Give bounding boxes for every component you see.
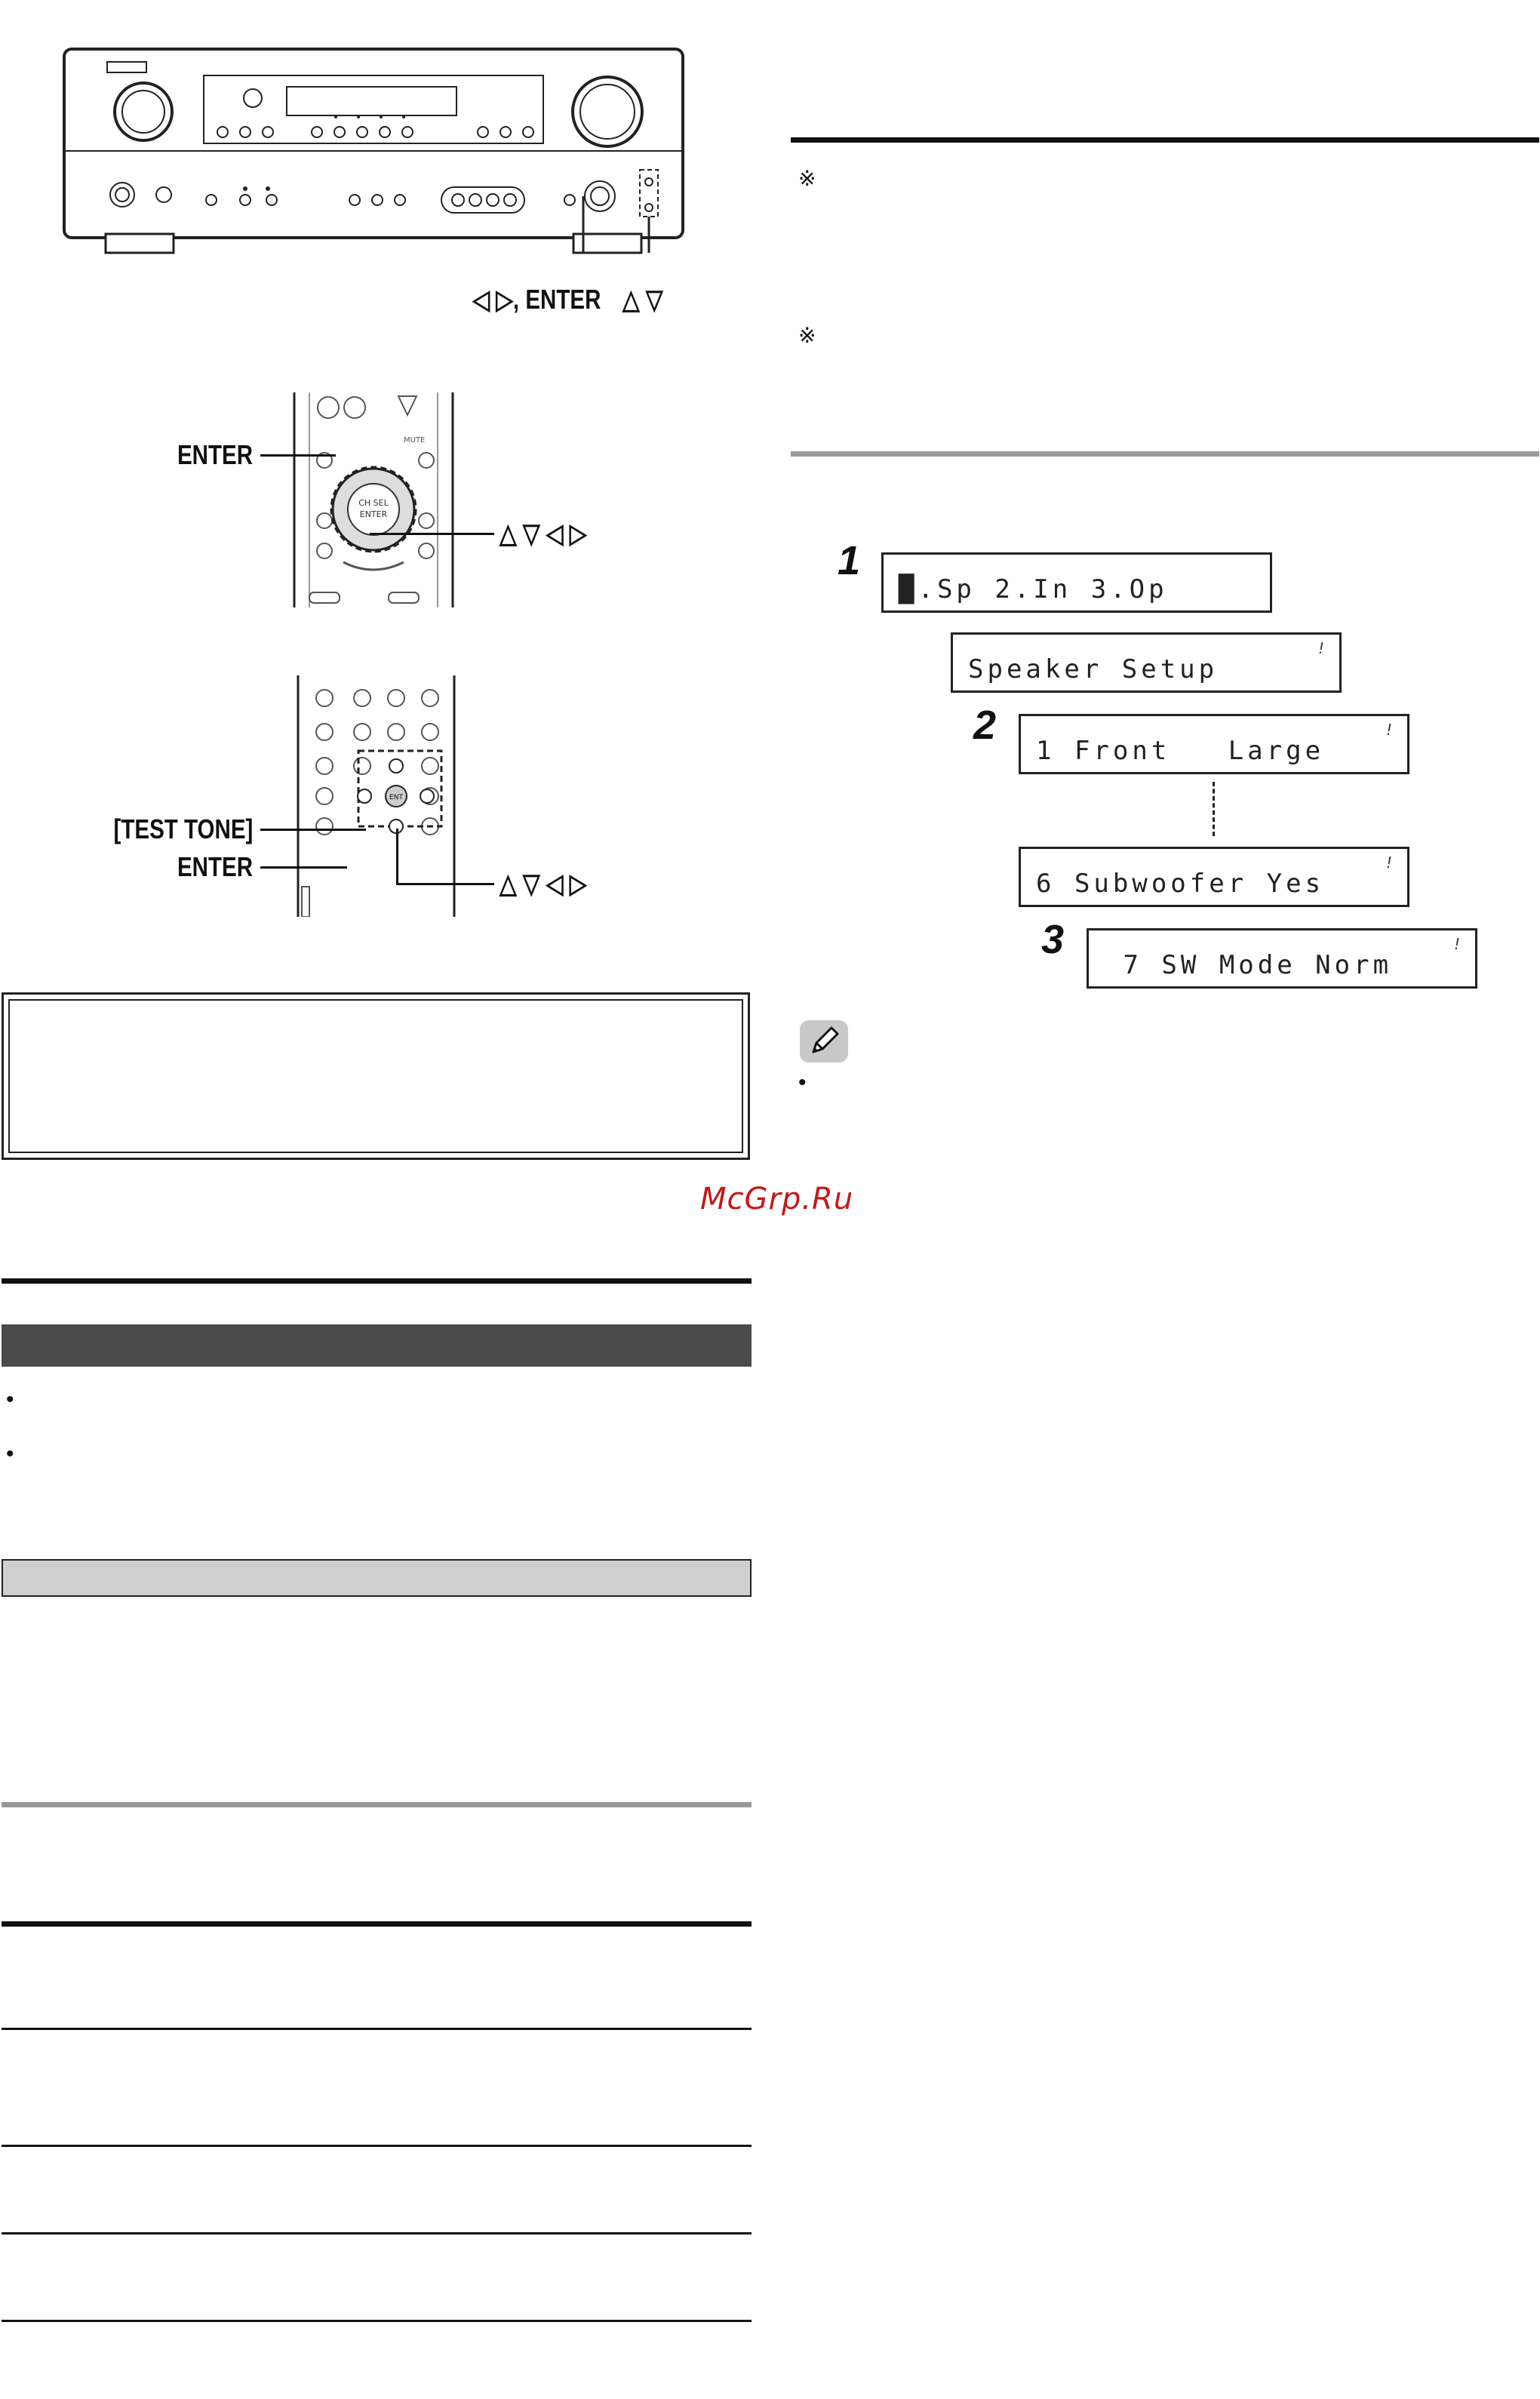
lcd-text: 7 SW Mode Norm bbox=[1104, 950, 1393, 980]
remote-test-tone-label: [TEST TONE] bbox=[113, 814, 253, 844]
lcd-screen-menu-top bbox=[881, 552, 1272, 613]
section-rule-3 bbox=[2, 2028, 752, 2030]
lcd-screen-sw-mode bbox=[1087, 928, 1477, 989]
remote-illustration-bottom bbox=[294, 675, 464, 917]
panel-callout-enter: ◁ ▷, ENTER bbox=[472, 284, 601, 315]
test-tone-leader-line bbox=[260, 829, 366, 831]
remote-top-arrows-label: △ ▽ ◁ ▷ bbox=[500, 518, 587, 549]
lcd-text: Speaker Setup bbox=[968, 654, 1219, 684]
remote-illustration-top bbox=[287, 392, 475, 607]
step-number-1: 1 bbox=[838, 538, 861, 583]
note-bullet: • bbox=[798, 1070, 807, 1095]
lcd-marker: ! bbox=[1452, 935, 1462, 953]
pencil-note-icon bbox=[798, 1019, 850, 1064]
arrows-leader-vertical bbox=[396, 829, 398, 883]
subsection-header-band bbox=[2, 1559, 752, 1597]
ref-mark-2: ※ bbox=[798, 324, 816, 347]
lcd-screen-speaker-setup bbox=[951, 632, 1342, 693]
lcd-marker: ! bbox=[1384, 853, 1394, 872]
enter-leader-line-bottom bbox=[260, 866, 347, 869]
section-rule-1 bbox=[2, 1278, 752, 1284]
remote-top-enter-text: ENTER bbox=[359, 509, 388, 519]
remote-bottom-enter-label: ENTER bbox=[177, 851, 253, 882]
remote-top-mute-text: MUTE bbox=[404, 436, 426, 444]
left-bullet-1: • bbox=[6, 1387, 14, 1412]
scroll-continuation-line bbox=[1213, 782, 1215, 836]
lcd-marker: ! bbox=[1316, 639, 1326, 657]
right-section-rule-1 bbox=[791, 137, 1539, 143]
arrows-leader-line-top bbox=[370, 533, 494, 535]
lcd-screen-front bbox=[1019, 714, 1409, 774]
section-rule-2 bbox=[2, 1921, 752, 1927]
remote-bottom-ent-text: ENT bbox=[389, 794, 403, 801]
left-bullet-2: • bbox=[6, 1441, 14, 1466]
arrows-leader-line-bottom bbox=[396, 883, 494, 885]
step-number-2: 2 bbox=[973, 703, 997, 748]
enter-leader-line bbox=[260, 454, 336, 457]
step-number-3: 3 bbox=[1041, 917, 1065, 962]
remote-top-chsel-text: CH SEL bbox=[358, 498, 389, 508]
lcd-text: █.Sp 2.In 3.Op bbox=[899, 574, 1168, 604]
watermark: McGrp.Ru bbox=[700, 1182, 854, 1216]
section-rule-5 bbox=[2, 2232, 752, 2234]
section-header-band bbox=[2, 1324, 752, 1367]
lcd-text: 6 Subwoofer Yes bbox=[1036, 869, 1325, 899]
receiver-front-panel bbox=[60, 45, 694, 272]
section-rule-4 bbox=[2, 2145, 752, 2147]
panel-callout-up-down: △ ▽ bbox=[622, 284, 663, 315]
section-rule-gray-left bbox=[2, 1802, 752, 1807]
note-box bbox=[2, 992, 750, 1160]
ref-mark-1: ※ bbox=[798, 167, 816, 190]
right-section-rule-gray bbox=[791, 451, 1539, 457]
remote-bottom-arrows-label: △ ▽ ◁ ▷ bbox=[500, 868, 587, 899]
lcd-screen-subwoofer bbox=[1019, 847, 1409, 907]
section-rule-6 bbox=[2, 2320, 752, 2322]
lcd-text: 1 Front Large bbox=[1036, 736, 1325, 766]
remote-top-enter-label: ENTER bbox=[177, 439, 253, 470]
lcd-marker: ! bbox=[1384, 721, 1394, 739]
